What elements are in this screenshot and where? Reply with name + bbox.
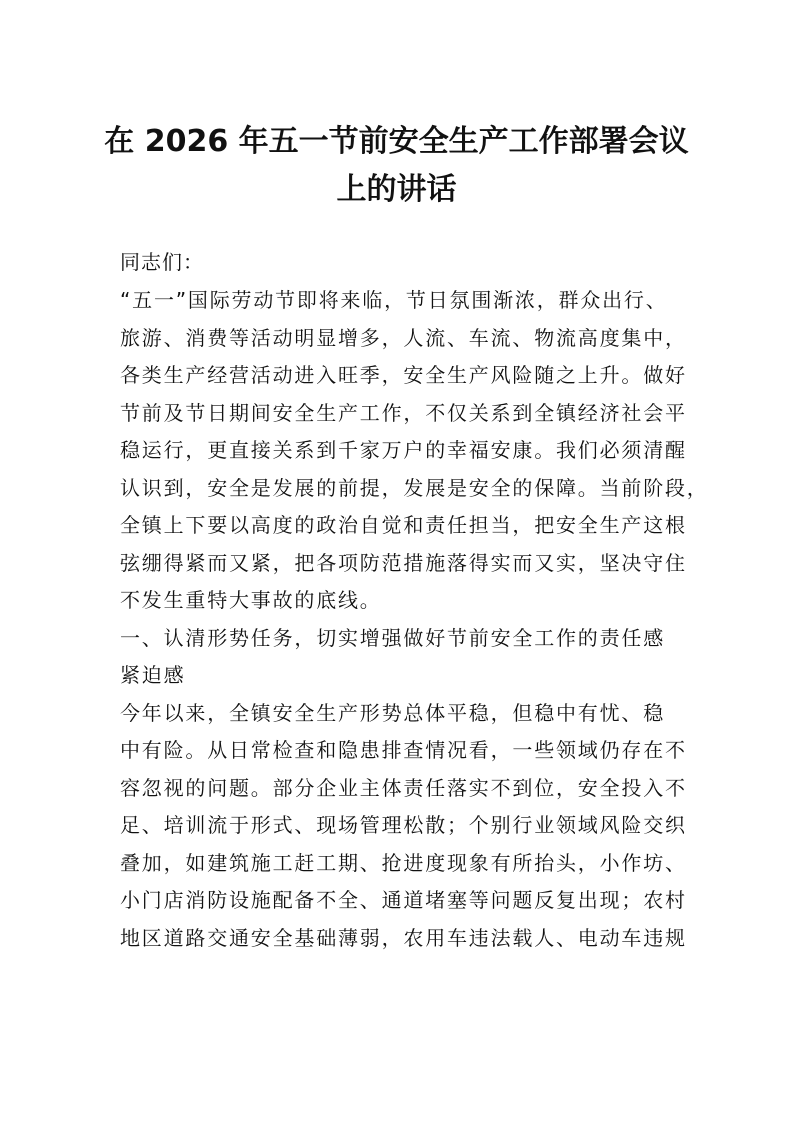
paragraph-line: 弦绷得紧而又紧，把各项防范措施落得实而又实，坚决守住 [120, 550, 687, 575]
paragraph-line: 叠加，如建筑施工赶工期、抢进度现象有所抬头，小作坊、 [120, 850, 687, 875]
paragraph-line: 中有险。从日常检查和隐患排查情况看，一些领域仍存在不 [120, 738, 687, 762]
paragraph-intro [120, 282, 709, 620]
title-line-1: 在 2026 年五一节前安全生产工作部署会议 [104, 124, 689, 159]
section-heading-1 [120, 620, 675, 695]
document-body [120, 242, 709, 957]
paragraph-line: 今年以来，全镇安全生产形势总体平稳，但稳中有忧、稳 [120, 700, 665, 725]
paragraph-line: 节前及节日期间安全生产工作，不仅关系到全镇经济社会平 [120, 400, 687, 425]
salutation: 同志们： [120, 250, 204, 274]
title-line-2: 上的讲话 [336, 172, 457, 207]
heading-line: 一、认清形势任务，切实增强做好节前安全工作的责任感 [120, 625, 665, 650]
paragraph-situation [120, 695, 687, 958]
paragraph-line: 小门店消防设施配备不全、通道堵塞等问题反复出现；农村 [120, 888, 687, 912]
paragraph-line: 地区道路交通安全基础薄弱，农用车违法载人、电动车违规 [120, 925, 687, 950]
paragraph-line: 全镇上下要以高度的政治自觉和责任担当，把安全生产这根 [120, 513, 687, 537]
paragraph-line: “五一”国际劳动节即将来临，节日氛围渐浓，群众出行、 [120, 288, 668, 312]
paragraph-line: 各类生产经营活动进入旺季，安全生产风险随之上升。做好 [120, 363, 687, 387]
paragraph-line: 稳运行，更直接关系到千家万户的幸福安康。我们必须清醒 [120, 438, 687, 462]
paragraph-line: 认识到，安全是发展的前提，发展是安全的保障。当前阶段， [120, 475, 709, 500]
paragraph-line: 旅游、消费等活动明显增多，人流、车流、物流高度集中， [120, 325, 687, 350]
paragraph-line: 足、培训流于形式、现场管理松散；个别行业领域风险交织 [120, 813, 687, 837]
heading-line: 紧迫感 [120, 663, 186, 687]
paragraph-line: 容忽视的问题。部分企业主体责任落实不到位，安全投入不 [120, 775, 687, 800]
paragraph-line: 不发生重特大事故的底线。 [120, 588, 382, 612]
document-title [100, 118, 693, 214]
